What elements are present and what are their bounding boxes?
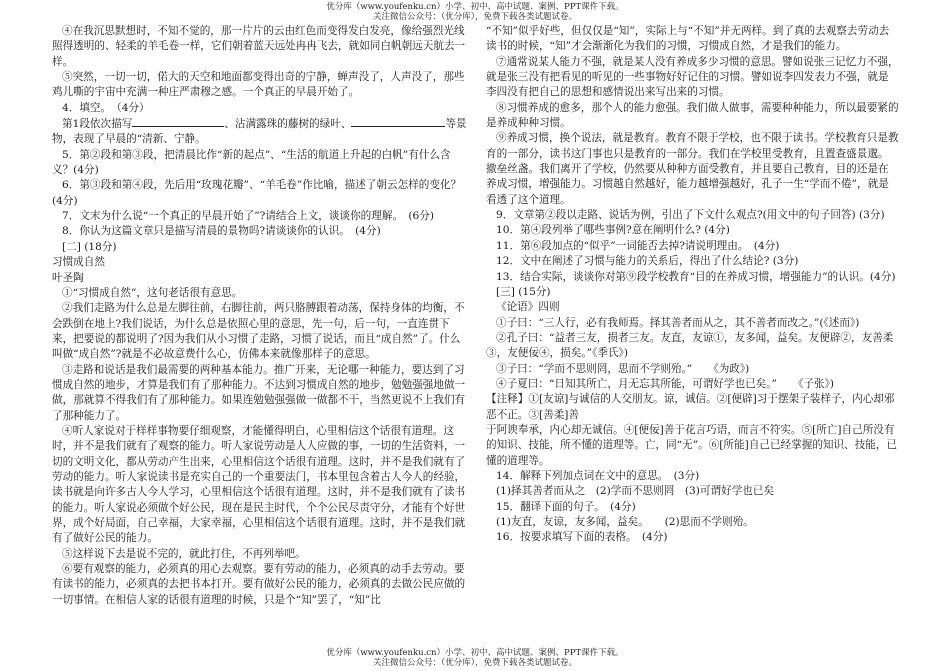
page-footer — [0, 648, 950, 668]
answer-blank-1[interactable] — [132, 116, 224, 127]
question-7: 7．文末为什么说“一个真正的早晨开始了”?请结合上文，谈谈你的理解。 (6分) — [62, 210, 434, 223]
section-3-heading: [三] (15分) — [496, 285, 551, 298]
question-4-part-b: 、沾满露珠的藤树的绿叶、 — [224, 118, 352, 131]
right-column — [486, 24, 899, 546]
question-11: 11．第⑥段加点的“似乎”一词能否去掉?请说明理由。 (4分) — [496, 239, 780, 252]
paragraph-5: ⑤突然，一切一切，偌大的天空和地面都变得出奇的宁静，蝉声没了，人声没了，那些鸡儿嘶的宇宙中充满一种庄严肃穆之感。一个真正的早晨开始了。 — [52, 71, 465, 99]
question-8: 8．你认为这篇文章只是描写清晨的景物吗?请谈谈你的认识。 (4分) — [62, 225, 381, 238]
question-10: 10．第④段列举了哪些事例?意在阐明什么? (4分) — [496, 224, 730, 237]
question-14: 14．解释下列加点词在文中的意思。 (3分) — [496, 469, 700, 482]
page-header — [0, 2, 950, 22]
question-4-part-c: 等景物，表现了早晨的“清新、宁静。 — [52, 118, 467, 146]
question-4-title: 4．填空。 （4分） — [62, 101, 150, 114]
article-paragraph-2: ②我们走路为什么总是左脚往前，右脚往前，两只胳膊跟着动荡，保持身体的均衡，不会跌倒在地上?我们说话，为什么总是依照心里的意思，先一句，后一句，一直连贯下来，把要说的都说明了?因为我们从小习惯了走路，习惯了说话，而且“成自然”了。什么叫做“成自然”?就是不必故意费什么心，仿佛本来就像那样子的意思。 — [52, 302, 465, 361]
left-column — [52, 24, 470, 608]
header-line-1: 优分库（www.youfenku.cn）小学、初中、高中试题、案例、PPT课件下载。 — [326, 2, 624, 12]
lunyu-quote-4: ④子夏曰：“日知其所亡，月无忘其所能，可谓好学也已矣。” 《子张》) — [496, 377, 835, 390]
question-5: 5．第②段和第③段，把清晨比作“新的起点”、“生活的航道上升起的白帆”有什么含义？(4分) — [52, 148, 451, 177]
article-paragraph-8: ⑧习惯养成的愈多，那个人的能力愈强。我们做人做事，需要种种能力，所以最要紧的是养成种种习惯。 — [486, 101, 899, 130]
article-author: 叶圣陶 — [52, 271, 84, 284]
notes-part-2: 于阿谀奉承，内心却无诚信。④[便佞]善于花言巧语，而言不符实。⑤[所亡]自己所没有的知识、技能，所不懂的道理等。亡，同“无”。⑥[所能]自己已经掌握的知识、技能，已懂的道理等。 — [486, 423, 898, 467]
lunyu-title: 《论语》四则 — [496, 301, 560, 314]
lunyu-quote-3: ③子曰：“学而不思则罔，思而不学则殆。” 《为政》) — [496, 362, 750, 375]
footer-line-1: 优分库（www.youfenku.cn）小学、初中、高中试题、案例、PPT课件下载。 — [326, 648, 624, 658]
question-4-part-a: 第1段依次描写 — [62, 118, 133, 131]
question-12: 12．文中在阐述了习惯与能力的关系后，得出了什么结论? (3分) — [496, 255, 799, 268]
question-15-items: (1)友直，友谅，友多闻，益矣。 (2)思而不学则殆。 — [496, 516, 754, 528]
lunyu-quote-1: ①子曰：“三人行，必有我师焉。择其善者而从之，其不善者而改之。”(《述而》) — [496, 316, 860, 329]
question-9: 9．文章第②段以走路、说话为例，引出了下文什么观点?(用文中的句子回答) (3分) — [496, 209, 885, 222]
question-13: 13．结合实际，谈谈你对第⑨段学校教育“目的在养成习惯，增强能力”的认识。(4分) — [496, 270, 896, 283]
lunyu-quote-2: ②孔子曰：“益者三友，损者三友。友直，友谅①，友多闻，益矣。友便辟②，友善柔③，友便佞④，损矣。”《季氏》) — [486, 331, 894, 360]
header-line-2: 关注微信公众号：（优分库），免费下载各类试题试卷。 — [372, 12, 577, 22]
footer-line-2: 关注微信公众号：（优分库），免费下载各类试题试卷。 — [372, 658, 577, 668]
answer-blank-2[interactable] — [351, 116, 445, 127]
article-paragraph-5: ⑤这样说下去是说不完的，就此打住，不再列举吧。 — [62, 547, 306, 560]
article-paragraph-7: ⑦通常说某人能力不强，就是某人没有养成多少习惯的意思。譬如说张三记忆力不强，就是张三没有把看见的听见的一些事物好好记住的习惯。譬如说李四发表力不强，就是李四没有把自己的思想和感情说出来写出来的习惯。 — [486, 55, 899, 99]
article-paragraph-4: ④听人家说对于样样事物要仔细观察，才能懂得明白，心里相信这个话很有道理。这时，并不是我们就有了观察的能力。听人家说劳动是人人应做的事，一切的生活资料，一切的文明文化，都从劳动产生出来，心里相信这个话很有道理。这时，并不是我们就有了劳动的能力。听人家说读书是充实自己的一个重要法门，书本里包含着古人今人的经验，读书就是向许多古人今人学习，心里相信这个话很有道理。这时，并不是我们就有了读书的能力。听人家说必须做个好公民，现在是民主时代，个个公民尽责守分，才能有个好世界，成个好局面，自己幸福，大家幸福，心里相信这个话很有道理。这时，并不是我们就有了做好公民的能力。 — [52, 424, 466, 545]
question-16: 16．按要求填写下面的表格。 (4分) — [496, 531, 668, 544]
question-14-items: (1)择其善者而从之 (2)学而不思则罔 (3)可谓好学也已矣 — [496, 485, 775, 498]
paragraph-4: ④在我沉思默想时，不知不觉的，那一片片的云由红色而变得发白发亮，像给强烈光线照得透明的、轻柔的羊毛卷一样，它们朝着蓝天远处冉冉飞去，就如同白帆朝远天航去一样。 — [52, 25, 466, 68]
article-paragraph-3: ③走路和说话是我们最需要的两种基本能力。推广开来，无论哪一种能力，要达到了习惯成自然的地步，才算是我们有了那种能力。不达到习惯成自然的地步，勉勉强强地做一做，那就算不得我们有了那种能力。如果连勉勉强强做一做都不干，当然更说不上我们有了那种能力了。 — [52, 363, 466, 422]
article-title: 习惯成自然 — [52, 256, 105, 269]
article-paragraph-6: ⑥要有观察的能力，必须真的用心去观察。要有劳动的能力，必须真的动手去劳动。要有读书的能力，必须真的去把书本打开。要有做好公民的能力，必须真的去做公民应做的一切事情。在相信人家的话很有道理的时候，只是个“知”罢了，“知”比 — [52, 563, 466, 606]
article-paragraph-9: ⑨养成习惯，换个说法，就是教育。教育不限于学校，也不限于读书。学校教育只是教育的一部分，读书这门事也只是教育的一部分。我们在学校里受教育，且置查盛景邈。撤垒丝盏。我们离开了学校，仍然要从种种方面受教育，并且要自己教育，目的还是在养成习惯，增强能力。习惯越自然越好，能力越增强越好，孔子一生“学而不倦”，就是看透了这个道理。 — [486, 132, 899, 206]
section-2-heading: [二] (18分) — [62, 240, 117, 253]
question-15: 15．翻译下面的句子。 (4分) — [496, 500, 636, 513]
article-paragraph-1: ①“习惯成自然”，这句老话很有意思。 — [62, 286, 243, 299]
notes-part-1: 【注释】①[友谅]与诚信的人交朋友。谅，诚信。②[便辟]习于摆架子装样子，内心却邪恶不正。③[善柔]善 — [486, 393, 895, 421]
question-4-body — [52, 116, 470, 148]
article-paragraph-6-continued: “不知”似乎好些，但仅仅是“知”，实际上与“不知”并无两样。到了真的去观察去劳动去读书的时候，“知”才会渐渐化为我们的习惯，习惯成自然，才是我们的能力。 — [486, 25, 890, 53]
question-6: 6．第③段和第④段，先后用“玫瑰花瓣”、“羊毛卷”作比喻，描述了朝云怎样的变化？(4分) — [52, 179, 462, 207]
